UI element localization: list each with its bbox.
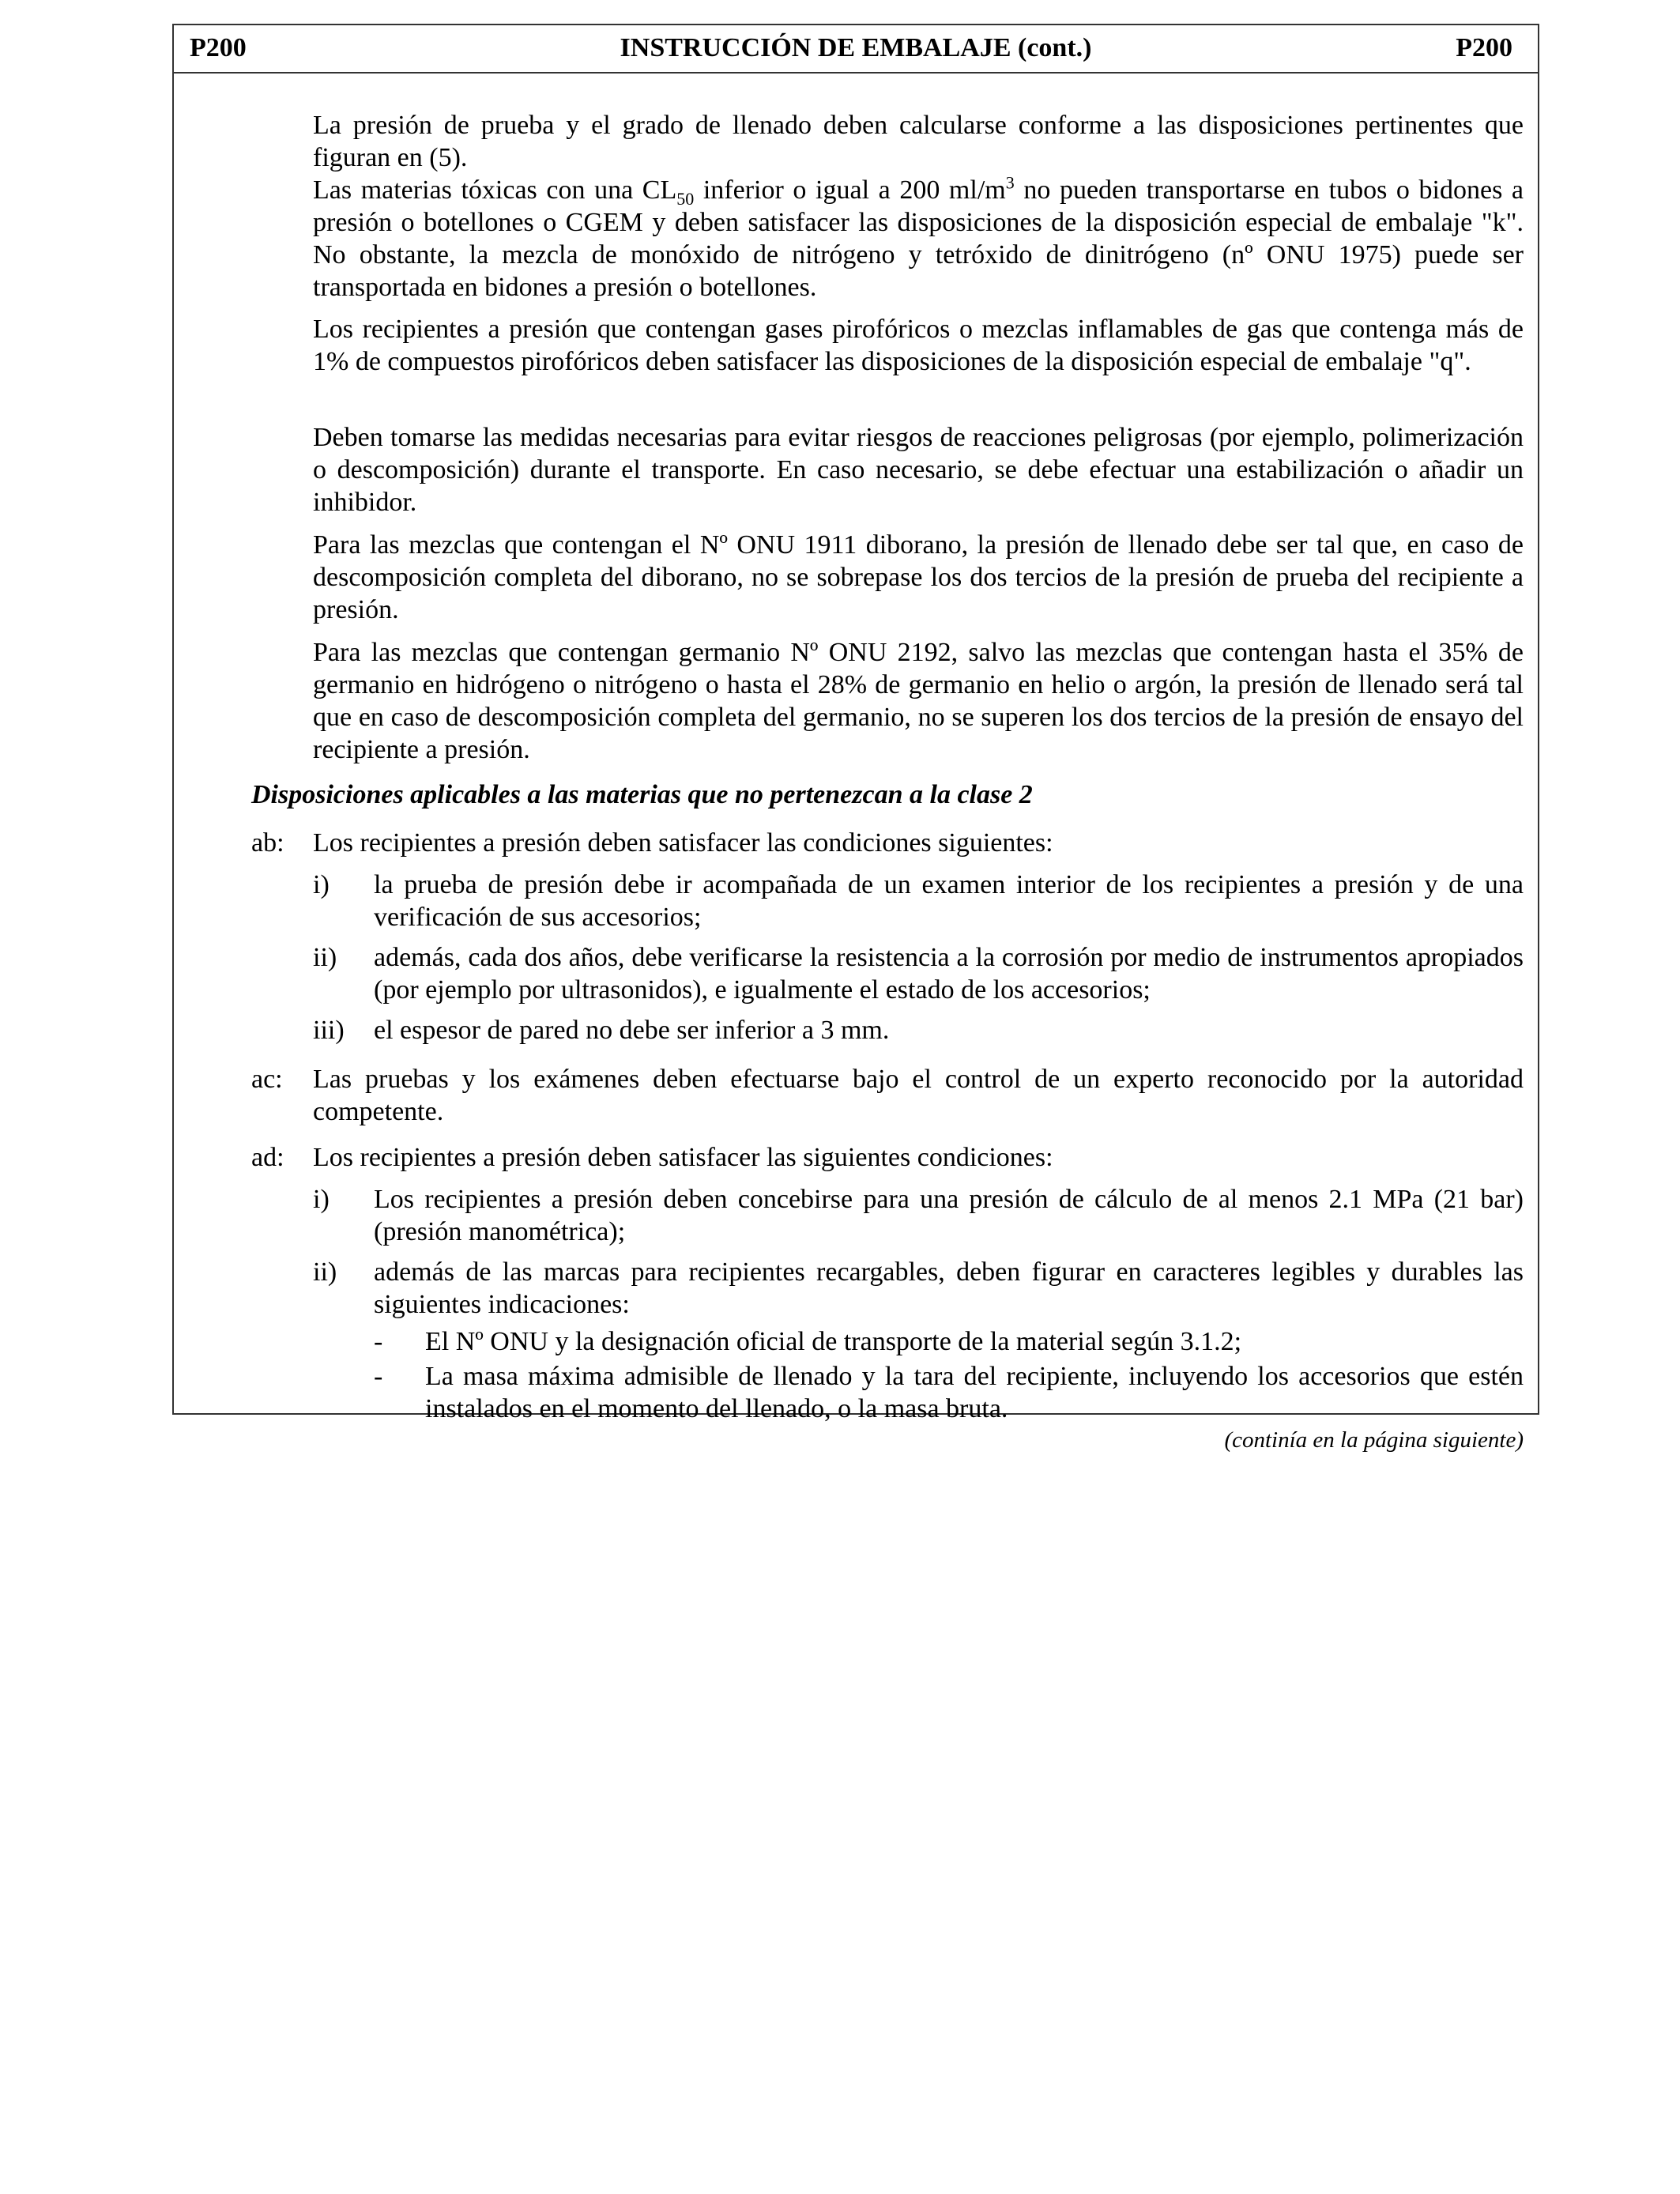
paragraph-reactions: Deben tomarse las medidas necesarias para evitar riesgos de reacciones peligrosas (por ejemplo, polimerización o descomposición) durante el transporte. En caso necesario, se debe efectuar una estabilización o añadir un inhibidor. (313, 423, 1524, 517)
list-item-number: i) (313, 1185, 330, 1214)
paragraph-pyrophoric: Los recipientes a presión que contengan gases pirofóricos o mezclas inflamables de gas que contenga más de 1% de compuestos pirofóricos deben satisfacer las disposiciones de la disposición especial de embalaje "q". (313, 315, 1524, 376)
list-item: Los recipientes a presión deben concebirse para una presión de cálculo de al menos 2.1 MPa (21 bar) (presión manométrica); (374, 1185, 1524, 1246)
provision-label-ab: ab: (251, 828, 284, 858)
list-item-number: ii) (313, 943, 337, 972)
header-row (174, 25, 1538, 74)
provision-label-ac: ac: (251, 1065, 283, 1094)
dash-list-item: La masa máxima admisible de llenado y la tara del recipiente, incluyendo los accesorios que estén instalados en el momento del llenado, o la masa bruta. (425, 1362, 1524, 1423)
paragraph-germanium: Para las mezclas que contengan germanio Nº ONU 2192, salvo las mezclas que contengan hasta el 35% de germanio en hidrógeno o nitrógeno o hasta el 28% de germanio en helio o argón, la presión de llenado será tal que en caso de descomposición completa del germanio, no se superen los dos tercios de la presión de ensayo del recipiente a presión. (313, 638, 1524, 764)
section-heading: Disposiciones aplicables a las materias que no pertenezcan a la clase 2 (251, 780, 1033, 809)
provision-ad-text: Los recipientes a presión deben satisfacer las siguientes condiciones: (313, 1143, 1053, 1172)
continued-note: (continía en la página siguiente) (1224, 1427, 1524, 1453)
paragraph-toxic-materials (313, 174, 1524, 303)
paragraph-toxic-text-c: no pueden transportarse en tubos o bidones a presión o botellones o CGEM y deben satisfacer las disposiciones de la disposición especial de embalaje "k". No obstante, la mezcla de monóxido de nitrógeno y tetróxido de dinitrógeno (nº ONU 1975) puede ser transportada en bidones a presión o botellones. (313, 175, 1524, 302)
paragraph-toxic-text-a: Las materias tóxicas con una CL (313, 175, 677, 205)
list-item-number: i) (313, 870, 330, 899)
instruction-code-left: P200 (190, 33, 247, 62)
list-item-number: iii) (313, 1016, 345, 1045)
provision-ac-text: Las pruebas y los exámenes deben efectuarse bajo el control de un experto reconocido por la autoridad competente. (313, 1065, 1524, 1126)
packing-instruction-box (172, 24, 1539, 1423)
list-item: la prueba de presión debe ir acompañada de un examen interior de los recipientes a presión y de una verificación de sus accesorios; (374, 870, 1524, 932)
instruction-code-right: P200 (1456, 33, 1512, 62)
list-item: el espesor de pared no debe ser inferior a 3 mm. (374, 1016, 890, 1045)
paragraph-diborane: Para las mezclas que contengan el Nº ONU 1911 diborano, la presión de llenado debe ser tal que, en caso de descomposición completa del diborano, no se sobrepase los dos tercios de la presión de prueba del recipiente a presión. (313, 530, 1524, 624)
paragraph-toxic-text-b: inferior o igual a 200 ml/m (694, 175, 1006, 205)
paragraph-test-pressure: La presión de prueba y el grado de llenado deben calcularse conforme a las disposiciones pertinentes que figuran en (5). (313, 111, 1524, 172)
dash-bullet: - (374, 1327, 383, 1356)
subscript-50: 50 (676, 188, 695, 209)
page-title: INSTRUCCIÓN DE EMBALAJE (cont.) (620, 33, 1092, 62)
list-item-number: ii) (313, 1257, 337, 1287)
provision-ab-text: Los recipientes a presión deben satisfacer las condiciones siguientes: (313, 828, 1053, 858)
dash-bullet: - (374, 1362, 383, 1391)
list-item: además de las marcas para recipientes recargables, deben figurar en caracteres legibles y durables las siguientes indicaciones: (374, 1257, 1524, 1319)
provision-label-ad: ad: (251, 1143, 284, 1172)
superscript-3: 3 (1005, 172, 1015, 193)
dash-list-item: El Nº ONU y la designación oficial de transporte de la material según 3.1.2; (425, 1327, 1242, 1356)
list-item: además, cada dos años, debe verificarse la resistencia a la corrosión por medio de instrumentos apropiados (por ejemplo por ultrasonidos), e igualmente el estado de los accesorios; (374, 943, 1524, 1005)
